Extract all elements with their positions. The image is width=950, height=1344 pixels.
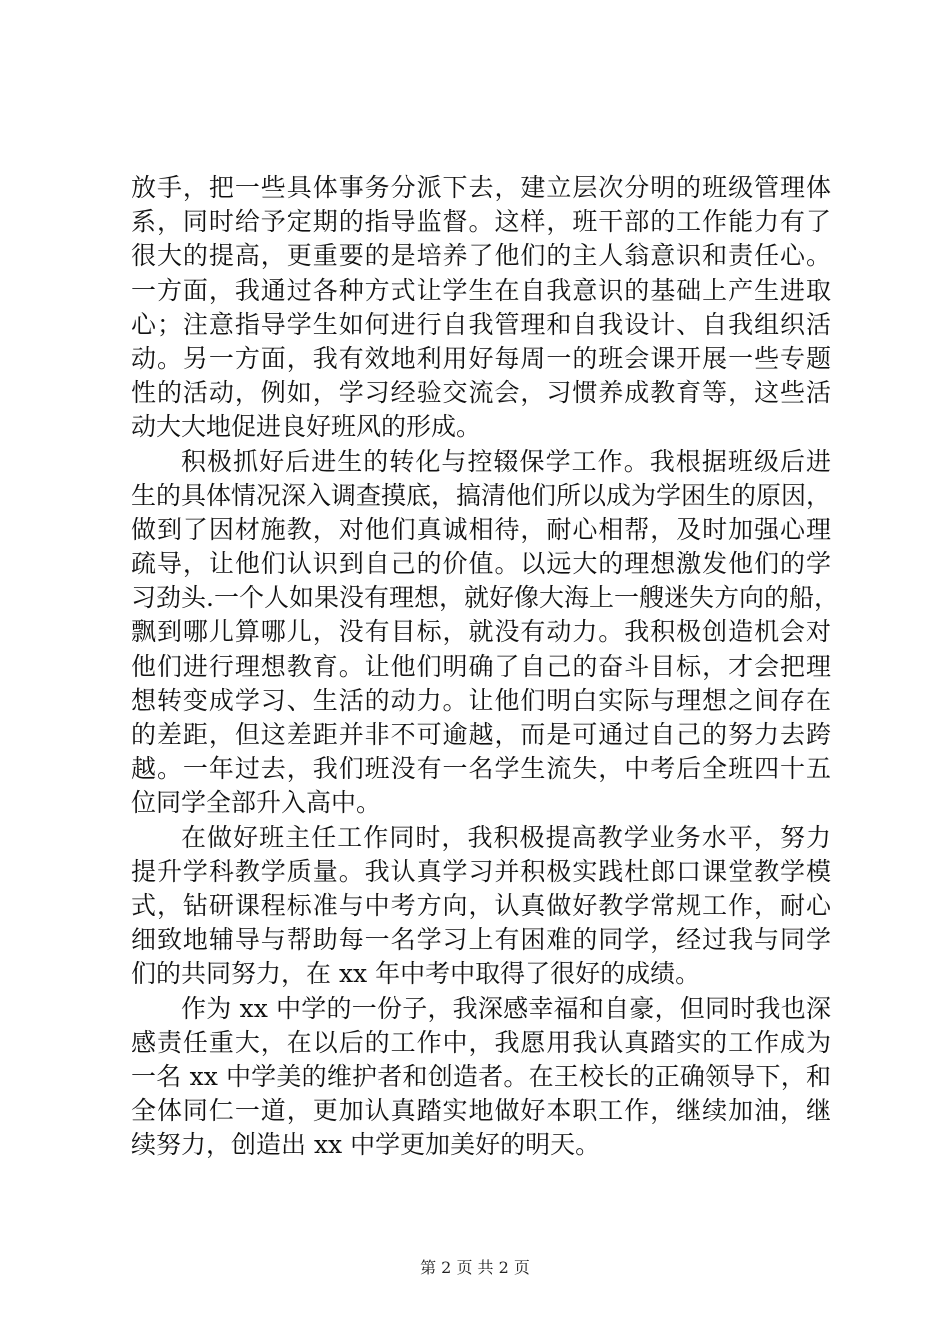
text-line: 提升学科教学质量。我认真学习并积极实践杜郎口课堂教学模 (131, 856, 831, 886)
text-line: 他们进行理想教育。让他们明确了自己的奋斗目标，才会把理 (131, 651, 831, 681)
text-line: 位同学全部升入高中。 (131, 788, 382, 818)
text-line: 的差距，但这差距并非不可逾越，而是可通过自己的努力去跨 (131, 720, 831, 749)
text-line: 性的活动，例如，学习经验交流会，习惯养成教育等，这些活 (131, 378, 831, 408)
text-line: 放手，把一些具体事务分派下去，建立层次分明的班级管理体 (131, 173, 831, 202)
text-line: 想转变成学习、生活的动力。让他们明白实际与理想之间存在 (131, 685, 831, 715)
text-line: 式，钻研课程标准与中考方向，认真做好教学常规工作，耐心 (131, 890, 831, 920)
text-line: 作为 xx 中学的一份子，我深感幸福和自豪，但同时我也深 (181, 993, 831, 1023)
text-line: 续努力，创造出 xx 中学更加美好的明天。 (131, 1130, 601, 1160)
text-line: 系，同时给予定期的指导监督。这样，班干部的工作能力有了 (131, 207, 831, 237)
text-line: 全体同仁一道，更加认真踏实地做好本职工作，继续加油，继 (131, 1096, 831, 1126)
text-line: 积极抓好后进生的转化与控辍保学工作。我根据班级后进 (181, 446, 831, 476)
text-line: 一方面，我通过各种方式让学生在自我意识的基础上产生进取 (131, 275, 831, 305)
text-line: 一名 xx 中学美的维护者和创造者。在王校长的正确领导下，和 (131, 1061, 831, 1091)
text-line: 动大大地促进良好班风的形成。 (131, 412, 482, 442)
text-line: 飘到哪儿算哪儿，没有目标，就没有动力。我积极创造机会对 (131, 617, 831, 647)
text-line: 生的具体情况深入调查摸底，搞清他们所以成为学困生的原因， (131, 480, 832, 510)
text-line: 心；注意指导学生如何进行自我管理和自我设计、自我组织活 (131, 309, 831, 339)
text-line: 感责任重大，在以后的工作中，我愿用我认真踏实的工作成为 (131, 1027, 831, 1057)
text-line: 细致地辅导与帮助每一名学习上有困难的同学，经过我与同学 (131, 925, 831, 955)
text-line: 疏导，让他们认识到自己的价值。以远大的理想激发他们的学 (131, 549, 831, 579)
document-body (131, 171, 839, 1162)
text-line: 在做好班主任工作同时，我积极提高教学业务水平，努力 (181, 822, 831, 852)
page-footer: 第 2 页 共 2 页 (420, 1258, 530, 1277)
text-line: 做到了因材施教，对他们真诚相待，耐心相帮，及时加强心理 (131, 514, 831, 544)
text-line: 很大的提高，更重要的是培养了他们的主人翁意识和责任心。 (131, 241, 831, 271)
text-line: 动。另一方面，我有效地利用好每周一的班会课开展一些专题 (131, 343, 831, 373)
text-line: 习劲头.一个人如果没有理想，就好像大海上一艘迷失方向的船， (131, 583, 839, 613)
text-line: 越。一年过去，我们班没有一名学生流失，中考后全班四十五 (131, 754, 831, 784)
text-line: 们的共同努力，在 xx 年中考中取得了很好的成绩。 (131, 959, 701, 989)
